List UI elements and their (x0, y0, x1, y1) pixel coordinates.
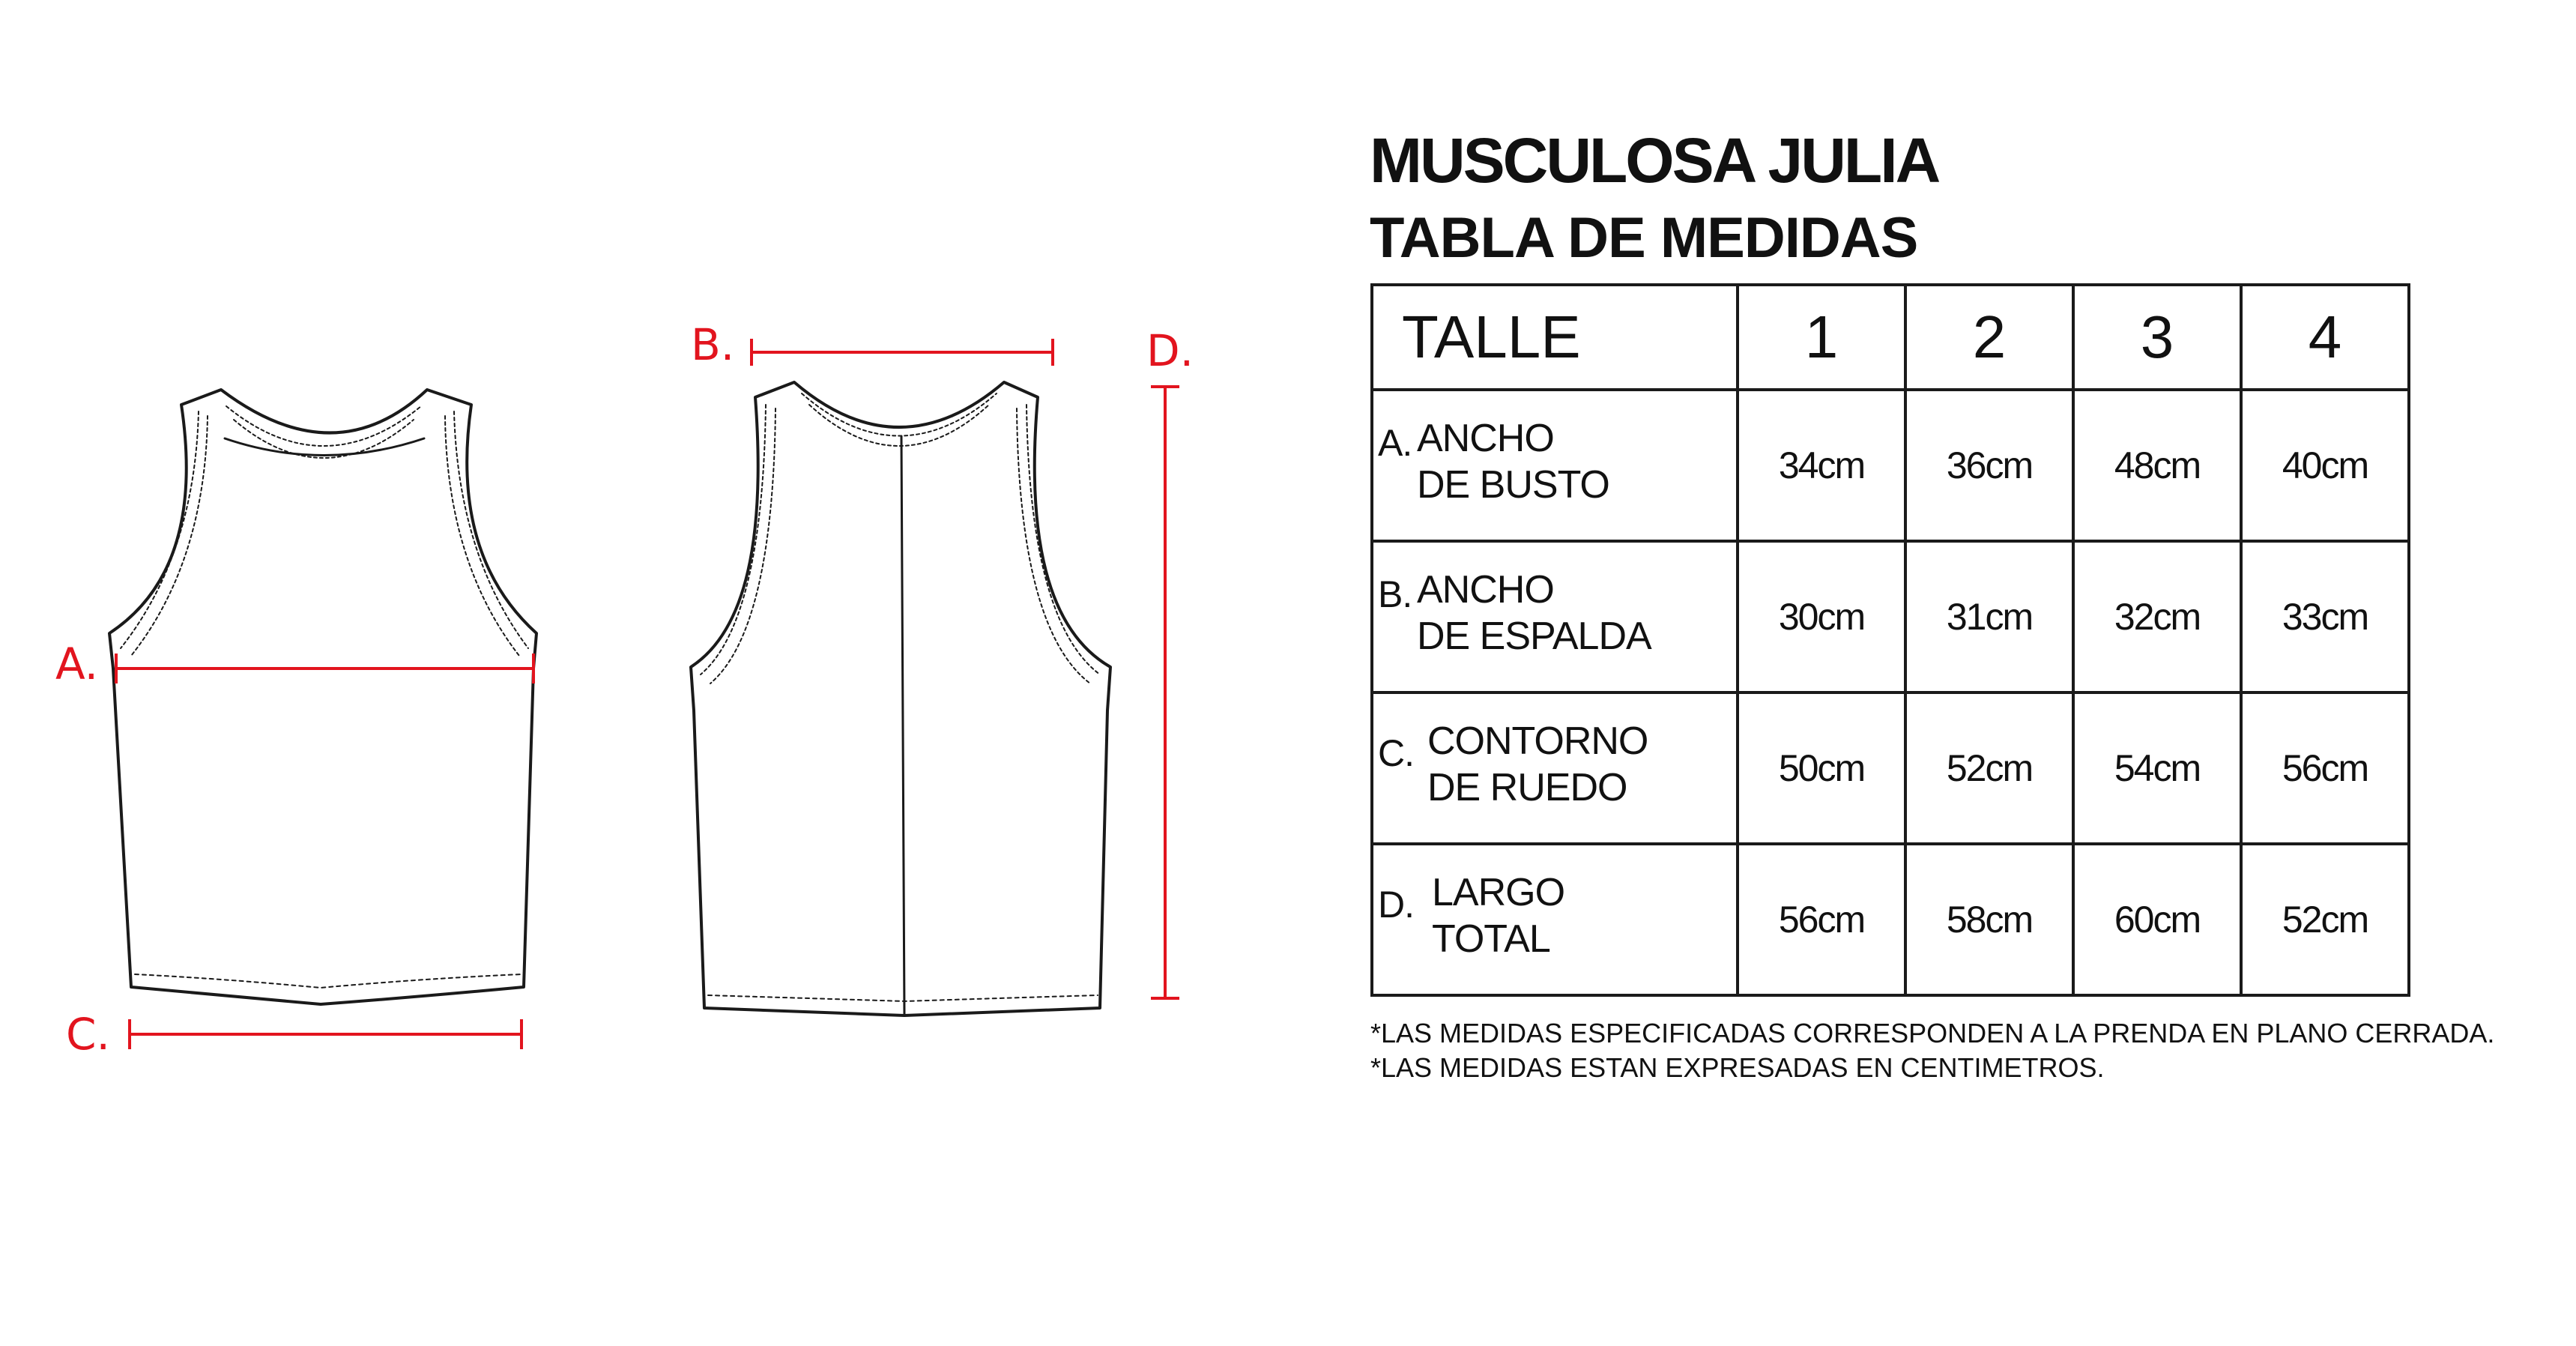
row-text-line2: DE BUSTO (1417, 463, 1609, 507)
measure-line-b (752, 339, 1053, 366)
value-cell: 52cm (1905, 692, 2073, 844)
product-title: MUSCULOSA JULIA (1370, 125, 1939, 196)
row-text-line2: DE ESPALDA (1417, 615, 1651, 658)
measure-line-c (130, 1019, 521, 1049)
row-label (1372, 692, 1738, 844)
size-table (1370, 283, 2410, 997)
back-view-drawing (691, 382, 1110, 1015)
row-text (1427, 718, 1648, 811)
marker-a: A. (55, 639, 99, 689)
row-label (1372, 844, 1738, 995)
value-cell: 50cm (1738, 692, 1905, 844)
table-row-largo-total (1372, 844, 2409, 995)
row-text-line1: CONTORNO (1427, 719, 1648, 763)
value-cell: 58cm (1905, 844, 2073, 995)
value-cell: 34cm (1738, 390, 1905, 541)
value-cell: 48cm (2073, 390, 2241, 541)
row-text (1417, 415, 1609, 508)
table-row-contorno-ruedo (1372, 692, 2409, 844)
value-cell: 31cm (1905, 541, 2073, 692)
row-label (1372, 390, 1738, 541)
garment-diagram (0, 0, 1274, 1124)
value-cell: 32cm (2073, 541, 2241, 692)
header-size-2: 2 (1905, 285, 2073, 390)
row-text-line1: LARGO (1432, 871, 1565, 914)
value-cell: 56cm (2241, 692, 2409, 844)
row-text-line1: ANCHO (1417, 568, 1554, 612)
front-view-drawing (109, 390, 536, 1004)
row-text-line1: ANCHO (1417, 417, 1554, 460)
header-size-1: 1 (1738, 285, 1905, 390)
row-text-line2: DE RUEDO (1427, 766, 1627, 809)
value-cell: 60cm (2073, 844, 2241, 995)
header-talle: TALLE (1372, 285, 1738, 390)
value-cell: 33cm (2241, 541, 2409, 692)
marker-b: B. (691, 319, 735, 370)
value-cell: 36cm (1905, 390, 2073, 541)
value-cell: 54cm (2073, 692, 2241, 844)
row-text (1417, 567, 1651, 660)
row-text-line2: TOTAL (1432, 917, 1550, 961)
value-cell: 30cm (1738, 541, 1905, 692)
measure-line-d (1151, 387, 1179, 998)
footnote-centimetros: *LAS MEDIDAS ESTAN EXPRESADAS EN CENTIMETROS. (1370, 1052, 2105, 1083)
value-cell: 52cm (2241, 844, 2409, 995)
header-size-3: 3 (2073, 285, 2241, 390)
measure-line-a (116, 654, 533, 683)
footnote-plano: *LAS MEDIDAS ESPECIFICADAS CORRESPONDEN A LA PRENDA EN PLANO CERRADA. (1370, 1018, 2495, 1048)
table-row-ancho-espalda (1372, 541, 2409, 692)
row-label (1372, 541, 1738, 692)
table-subtitle: TABLA DE MEDIDAS (1370, 206, 1918, 270)
row-letter: A. (1378, 422, 1412, 464)
row-letter: D. (1378, 884, 1414, 926)
marker-d: D. (1146, 325, 1194, 376)
row-letter: C. (1378, 732, 1414, 774)
footnotes (1370, 1016, 2494, 1085)
row-letter: B. (1378, 573, 1412, 615)
value-cell: 56cm (1738, 844, 1905, 995)
table-row-ancho-busto (1372, 390, 2409, 541)
table-header-row (1372, 285, 2409, 390)
value-cell: 40cm (2241, 390, 2409, 541)
header-size-4: 4 (2241, 285, 2409, 390)
row-text (1432, 869, 1564, 962)
marker-c: C. (66, 1009, 110, 1060)
